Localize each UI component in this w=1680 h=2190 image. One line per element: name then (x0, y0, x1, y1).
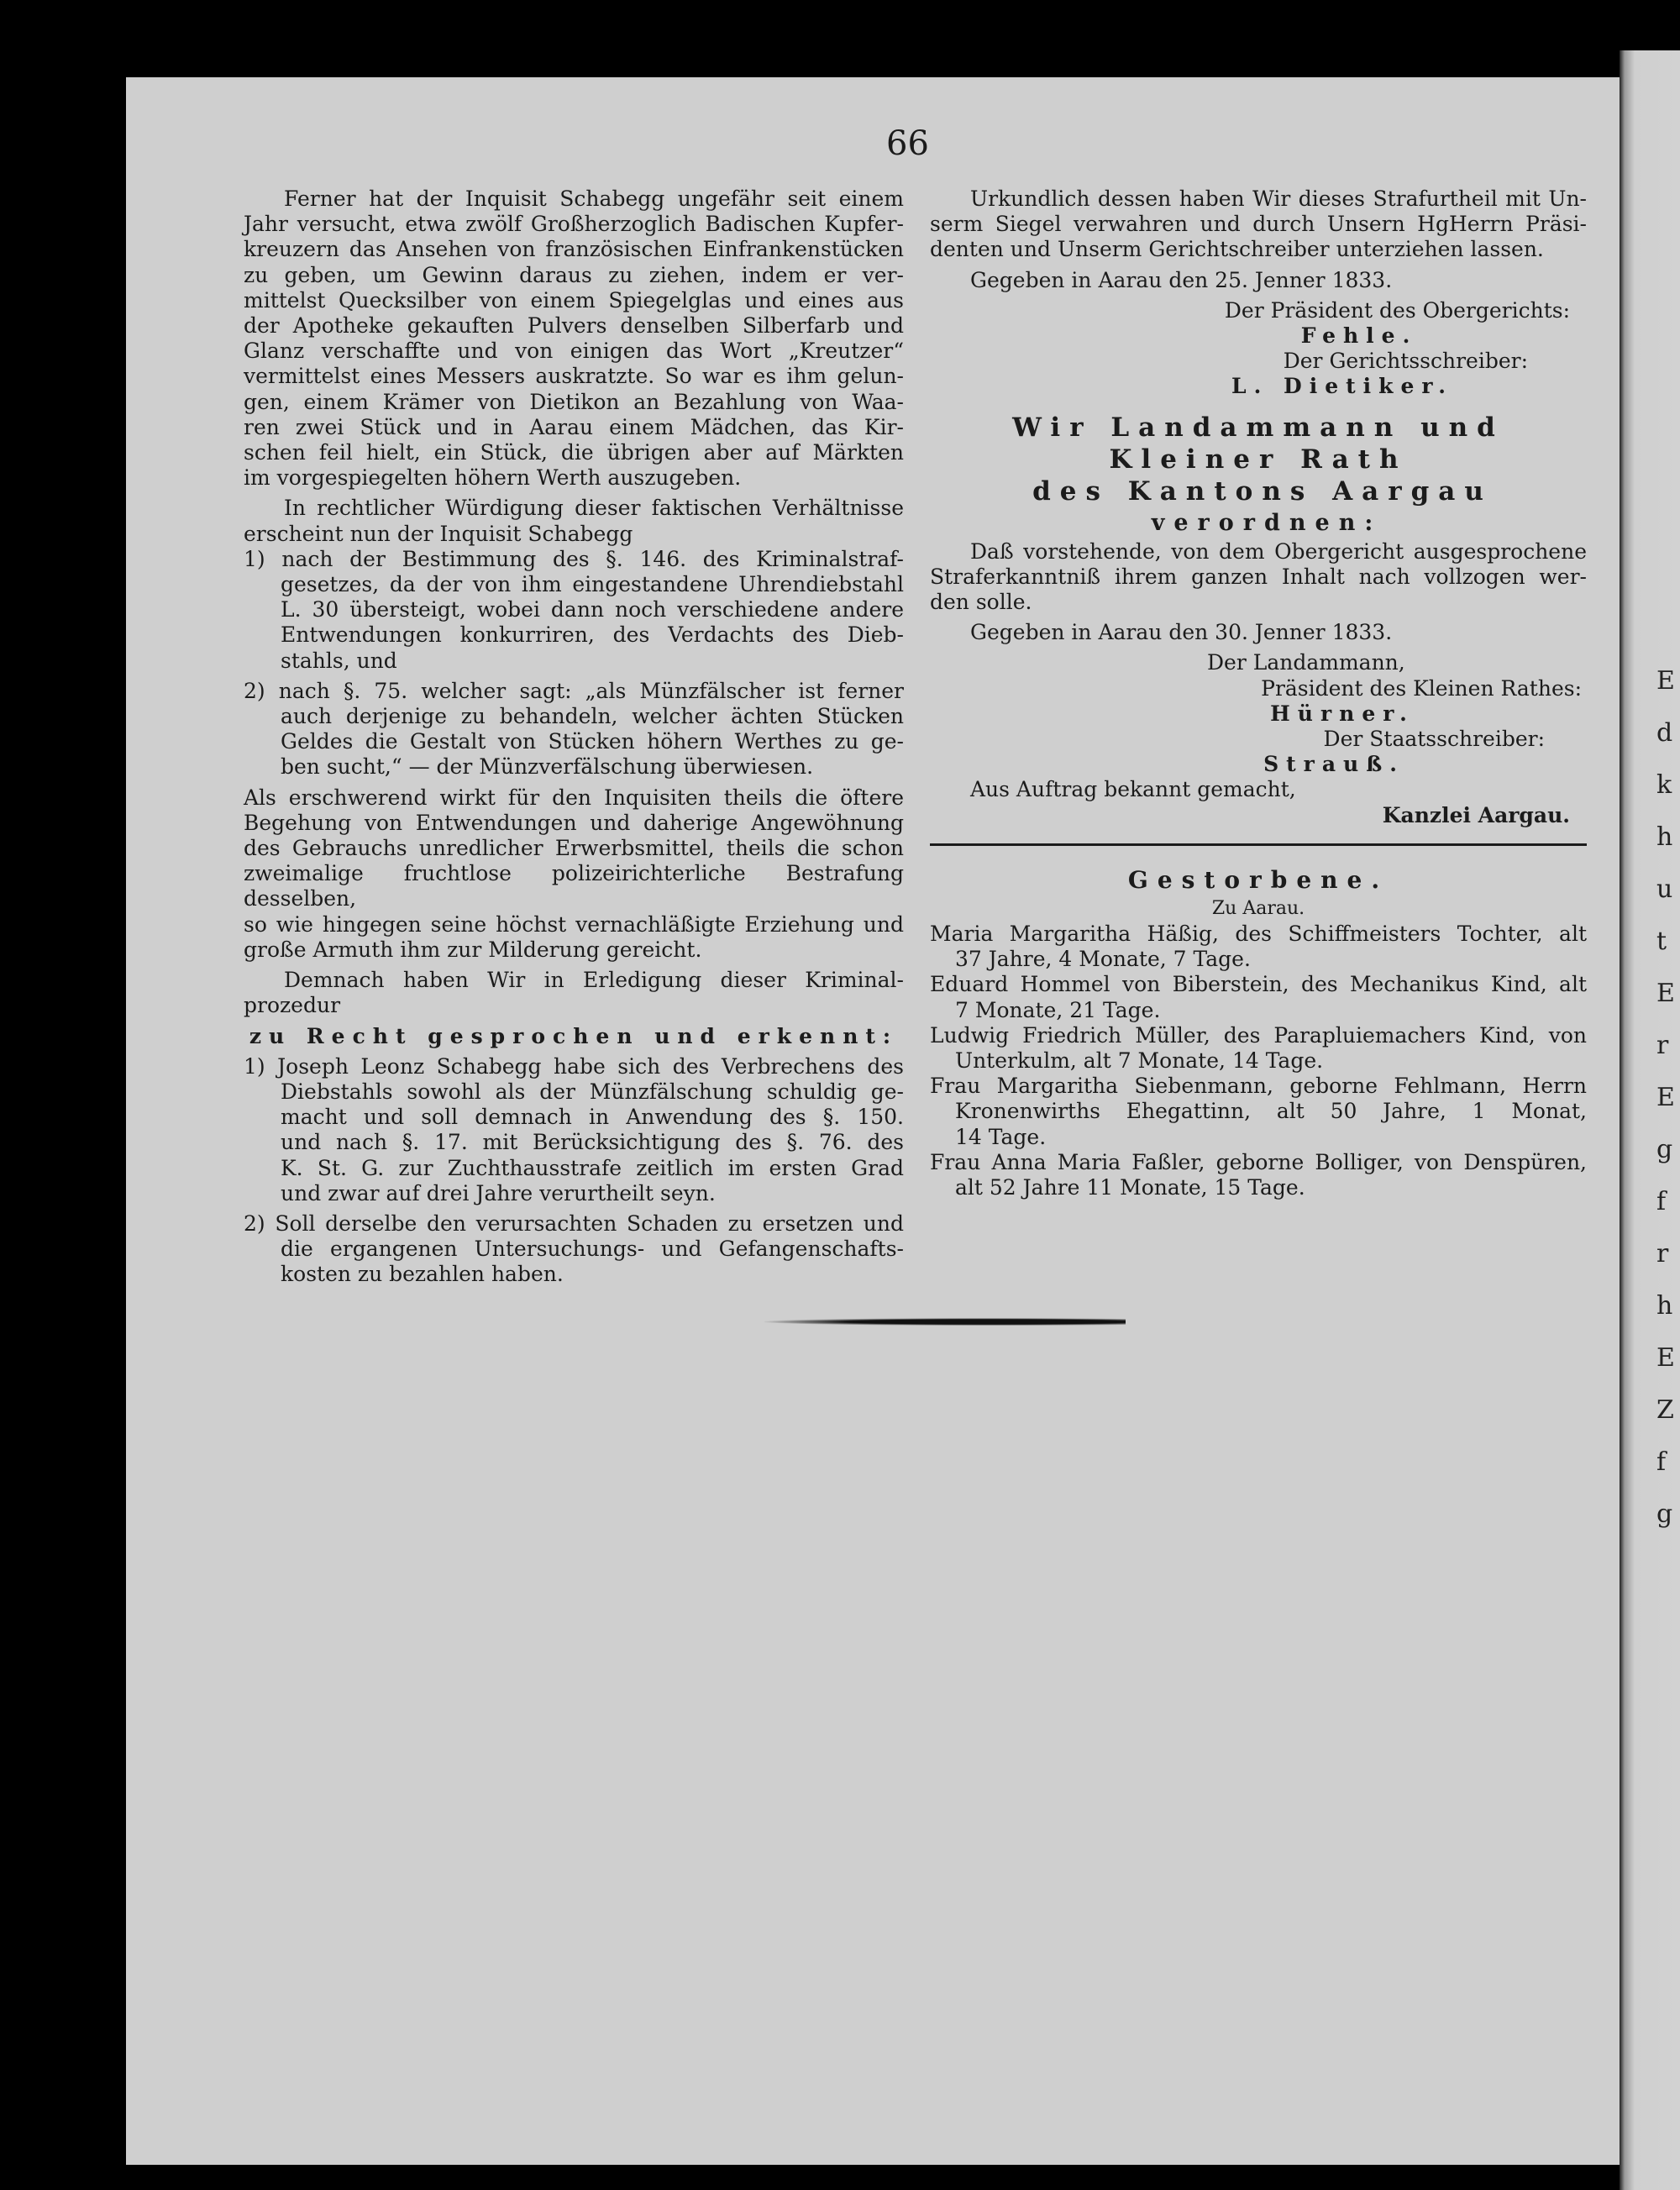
text-line: im vorgespiegelten höhern Werth auszugeben. (244, 465, 742, 491)
text-line: Ludwig Friedrich Müller, des Parapluiemachers Kind, von (930, 1022, 1587, 1048)
list-item (930, 1074, 1587, 1150)
text-line: Frau Anna Maria Faßler, geborne Bolliger, von Denspüren, (930, 1149, 1587, 1174)
text-line: erscheint nun der Inquisit Schabegg (244, 521, 633, 546)
fragment-glyph: r (1656, 1031, 1669, 1060)
text-line: stahls, und (281, 648, 397, 673)
text-line: alt 52 Jahre 11 Monate, 15 Tage. (955, 1175, 1305, 1200)
section-divider (930, 843, 1587, 846)
text-line: kreuzern das Ansehen von französischen Einfrankenstücken (244, 237, 904, 262)
text-line: K. St. G. zur Zuchthausstrafe zeitlich im ersten Grad (281, 1155, 904, 1180)
text-line: 2) nach §. 75. welcher sagt: „als Münzfälscher ist ferner (244, 678, 904, 703)
signature-name-clerk: L. Dietiker. (1231, 374, 1453, 399)
text-line: und zwar auf drei Jahre verurtheilt seyn. (281, 1180, 716, 1205)
text-line: Glanz verschaffte und von einigen das Wort „Kreutzer“ (244, 339, 904, 364)
fragment-glyph: E (1656, 666, 1675, 696)
left-column (244, 186, 904, 1288)
decree-heading-line1: Wir Landammann und Kleiner Rath (1012, 412, 1504, 475)
deaths-heading: Gestorbene. (1127, 865, 1389, 894)
verdict-heading: zu Recht gesprochen und erkennt: (249, 1023, 899, 1048)
text-line: große Armuth ihm zur Milderung gereicht. (244, 937, 702, 962)
text-line: gen, einem Krämer von Dietikon an Bezahlung von Waa- (244, 389, 904, 414)
text-line: Geldes die Gestalt von Stücken höhern Werthes zu ge- (281, 729, 904, 754)
text-line: kosten zu bezahlen haben. (281, 1262, 564, 1287)
text-line: gesetzes, da der von ihm eingestandene Uhrendiebstahl (281, 572, 904, 597)
list-item (930, 922, 1587, 972)
text-line: die ergangenen Untersuchungs- und Gefangenschafts- (281, 1237, 904, 1262)
chancery-signature: Kanzlei Aargau. (1382, 802, 1570, 827)
text-line: Diebstahls sowohl als der Münzfälschung schuldig ge- (281, 1079, 904, 1104)
signature-name-state-clerk: Strauß. (1263, 752, 1404, 777)
signature-name-president: Fehle. (1300, 323, 1418, 349)
signature-title-council-president: Präsident des Kleinen Rathes: (1261, 675, 1582, 701)
signature-title-state-clerk: Der Staatsschreiber: (1323, 727, 1545, 752)
text-line: prozedur (244, 993, 341, 1018)
decree-heading-line3: verordnen: (1151, 509, 1383, 536)
text-line: zu geben, um Gewinn daraus zu ziehen, indem er ver- (244, 262, 904, 287)
date-line-judgment: Gegeben in Aarau den 25. Jenner 1833. (970, 267, 1393, 292)
text-line: L. 30 übersteigt, wobei dann noch verschiedene andere (281, 597, 904, 622)
decree-text (930, 539, 1587, 616)
text-line: 7 Monate, 21 Tage. (955, 997, 1161, 1022)
fragment-glyph: u (1656, 874, 1673, 904)
text-line: so wie hingegen seine höchst vernachläßigte Erziehung und (244, 911, 904, 937)
deaths-place: Zu Aarau. (1211, 897, 1305, 919)
decree-heading-line2: des Kantons Aargau (1032, 475, 1493, 507)
text-line: Unterkulm, alt 7 Monate, 14 Tage. (955, 1048, 1324, 1074)
text-line: 1) nach der Bestimmung des §. 146. des Kriminalstraf- (244, 546, 904, 571)
text-line: Straferkanntniß ihrem ganzen Inhalt nach vollzogen wer- (930, 564, 1587, 589)
fragment-glyph: g (1656, 1499, 1673, 1529)
fragment-glyph: h (1656, 1291, 1673, 1321)
paragraph-attestation (930, 186, 1587, 263)
text-line: Entwendungen konkurriren, des Verdachts des Dieb- (281, 622, 904, 648)
signature-name-landammann: Hürner. (1270, 701, 1415, 726)
list-item (930, 1023, 1587, 1074)
text-line: Daß vorstehende, von dem Obergericht ausgesprochene (970, 538, 1587, 564)
text-line: mittelst Quecksilber von einem Spiegelglas und eines aus (244, 287, 904, 312)
text-line: Begehung von Entwendungen und daherige Angewöhnung (244, 810, 904, 835)
fragment-glyph: k (1656, 770, 1672, 800)
fragment-glyph: f (1656, 1187, 1667, 1216)
text-line: Jahr versucht, etwa zwölf Großherzoglich Badischen Kupfer- (244, 212, 904, 237)
text-line: In rechtlicher Würdigung dieser faktischen Verhältnisse (284, 496, 904, 521)
fragment-glyph: h (1656, 822, 1673, 852)
text-line: macht und soll demnach in Anwendung des §. 150. (281, 1105, 904, 1130)
fragment-glyph: f (1656, 1447, 1667, 1477)
fragment-glyph: E (1656, 1343, 1675, 1373)
signature-title-president: Der Präsident des Obergerichts: (1224, 297, 1570, 323)
signature-title-landammann: Der Landammann, (1207, 650, 1405, 675)
text-line: auch derjenige zu behandeln, welcher ächten Stücken (281, 704, 904, 729)
paragraph-legal-assessment (244, 496, 904, 546)
verdict-item-damages (244, 1211, 904, 1288)
list-item (930, 1150, 1587, 1200)
signature-title-clerk: Der Gerichtsschreiber: (1283, 349, 1528, 374)
text-line: 14 Tage. (955, 1124, 1047, 1149)
text-line: 1) Joseph Leonz Schabegg habe sich des Verbrechens des (244, 1053, 904, 1079)
page-number: 66 (886, 124, 929, 163)
fragment-glyph: t (1656, 927, 1667, 956)
paragraph-therefore (244, 968, 904, 1018)
text-line: serm Siegel verwahren und durch Unsern HgHerrn Präsi- (930, 212, 1587, 237)
text-line: den solle. (930, 590, 1032, 615)
fragment-glyph: r (1656, 1239, 1669, 1268)
verdict-item-sentence (244, 1054, 904, 1206)
text-line: und nach §. 17. mit Berücksichtigung des §. 76. des (281, 1130, 904, 1155)
date-line-decree: Gegeben in Aarau den 30. Jenner 1833. (970, 620, 1393, 645)
text-line: 2) Soll derselbe den verursachten Schaden zu ersetzen und (244, 1211, 904, 1236)
text-line: Frau Margaritha Siebenmann, geborne Fehlmann, Herrn (930, 1074, 1587, 1099)
paragraph-aggravating-factors (244, 785, 904, 963)
text-line: der Apotheke gekauften Pulvers denselben Silberfarb und (244, 313, 904, 339)
paragraph-counterfeit-description (244, 186, 904, 491)
fragment-glyph: g (1656, 1135, 1673, 1164)
text-line: 37 Jahre, 4 Monate, 7 Tage. (955, 947, 1251, 972)
text-line: des Gebrauchs unredlicher Erwerbsmittel, theils die schon (244, 836, 904, 861)
publication-note: Aus Auftrag bekannt gemacht, (970, 777, 1296, 802)
text-line: Als erschwerend wirkt für den Inquisiten theils die öftere (244, 785, 904, 810)
text-line: ben sucht,“ — der Münzverfälschung überwiesen. (281, 754, 814, 780)
text-line: Urkundlich dessen haben Wir dieses Strafurtheil mit Un- (970, 186, 1587, 211)
text-line: zweimalige fruchtlose polizeirichterliche Bestrafung desselben, (244, 861, 904, 911)
text-line: Ferner hat der Inquisit Schabegg ungefähr seit einem (284, 186, 904, 211)
text-line: denten und Unserm Gerichtschreiber unterziehen lassen. (930, 237, 1544, 262)
deaths-list (930, 922, 1587, 1200)
text-line: Maria Margaritha Häßig, des Schiffmeisters Tochter, alt (930, 922, 1587, 947)
right-column (930, 186, 1587, 1200)
fragment-glyph: E (1656, 979, 1675, 1008)
fragment-glyph: E (1656, 1083, 1675, 1112)
text-line: Demnach haben Wir in Erledigung dieser Kriminal- (284, 968, 904, 993)
text-line: ren zwei Stück und in Aarau einem Mädchen, das Kir- (244, 414, 904, 439)
fragment-glyph: d (1656, 718, 1673, 748)
text-line: vermittelst eines Messers auskratzte. So war es ihm gelun- (244, 364, 904, 389)
adjacent-page-fragments (1656, 655, 1680, 1541)
text-line: Eduard Hommel von Biberstein, des Mechanikus Kind, alt (930, 972, 1587, 997)
list-item-theft-charge (244, 547, 904, 674)
list-item-counterfeit-charge (244, 679, 904, 780)
text-line: schen feil hielt, ein Stück, die übrigen aber auf Märkten (244, 440, 904, 465)
fragment-glyph: Z (1656, 1395, 1674, 1425)
text-line: Kronenwirths Ehegattinn, alt 50 Jahre, 1 Monat, (955, 1099, 1587, 1124)
closing-ornament-rule (764, 1318, 1126, 1326)
list-item (930, 972, 1587, 1022)
